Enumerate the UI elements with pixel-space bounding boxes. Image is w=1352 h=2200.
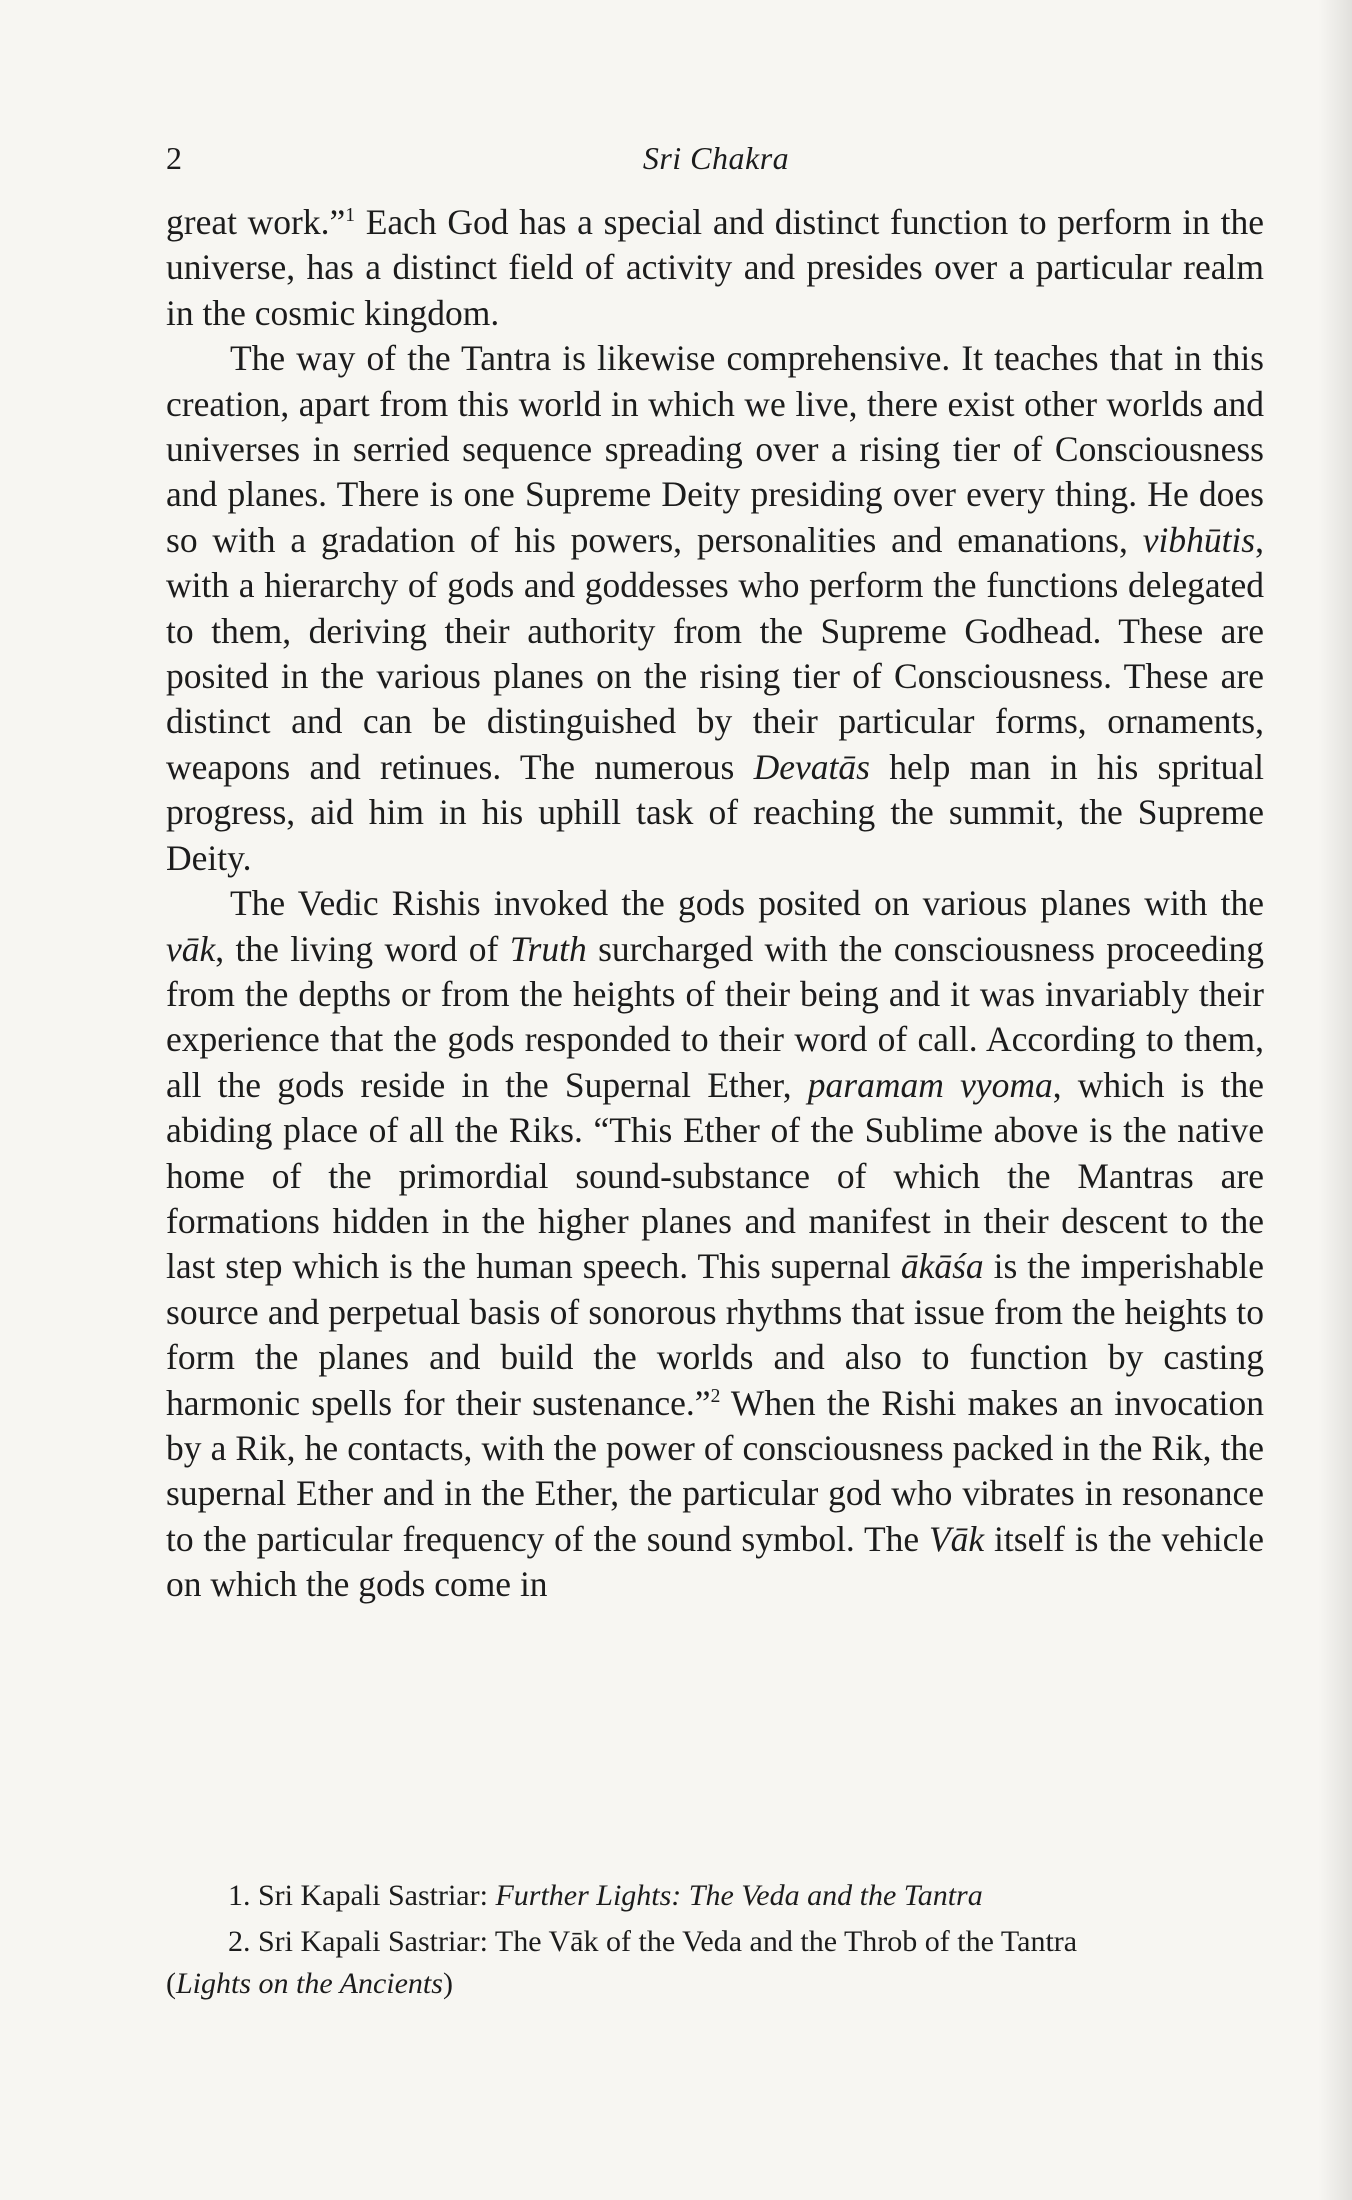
term-paramam-vyoma: paramam vyoma <box>807 1064 1053 1105</box>
paragraph-2: The way of the Tantra is likewise comprehensive. It teaches that in this creation, apart from this world in which we live, there exist other worlds and universes in serried sequence spreading over a rising tier of Consciousness and planes. There is one Supreme Deity presiding over every thing. He does so with a gradation of his powers, personalities and emanations, vibhūtis, with a hierarchy of gods and goddesses who perform the functions delegated to them, deriving their authority from the Supreme Godhead. These are posited in the various planes on the rising tier of Consciousness. These are distinct and can be distinguished by their particular forms, ornaments, weapons and retinues. The numerous Devatās help man in his spritual progress, aid him in his uphill task of reaching the summit, the Supreme Deity. <box>166 338 1265 878</box>
running-head: Sri Chakra <box>642 140 790 176</box>
term-devatas: Devatās <box>753 746 870 787</box>
footnote-ref-1: 1 <box>345 205 355 227</box>
term-vak: vāk <box>166 928 216 969</box>
footnote-2: 2. Sri Kapali Sastriar: The Vāk of the Veda and the Throb of the Tantra (Lights on the Ancients) <box>166 1925 1078 2000</box>
page-header <box>166 140 1266 184</box>
term-vak-2: Vāk <box>929 1518 985 1559</box>
footnote-1: 1. Sri Kapali Sastriar: Further Lights: The Veda and the Tantra <box>228 1879 983 1912</box>
term-vibhutis: vibhūtis <box>1142 519 1256 560</box>
body-text <box>166 200 1264 1608</box>
binding-shadow <box>1318 0 1352 2200</box>
page-number: 2 <box>166 140 182 176</box>
term-akasa: ākāśa <box>900 1246 984 1287</box>
paragraph-1: great work.”$^1$ Each God has a special and distinct function to perform in the universe, has a distinct field of activity and presides over a particular realm in the cosmic kingdom. <box>166 202 1264 333</box>
footnote-ref-2: 2 <box>710 1385 721 1407</box>
paragraph-3: The Vedic Rishis invoked the gods posited on various planes with the vāk, the living word of Truth surcharged with the consciousness proceeding from the depths or from the heights of their being and it was invariably their experience that the gods responded to their word of call. According to them, all the gods reside in the Supernal Ether, paramam vyoma, which is the abiding place of all the Riks. “This Ether of the Sublime above is the native home of the primordial sound-substance of which the Mantras are formations hidden in the higher planes and manifest in their descent to the last step which is the human speech. This supernal ākāśa is the imperishable source and perpetual basis of sonorous rhythms that issue from the heights to form the planes and build the worlds and also to function by casting harmonic spells for their sustenance.”$^2$ When the Rishi makes an invocation by a Rik, he contacts, with the power of consciousness packed in the Rik, the supernal Ether and in the Ether, the particular god who vibrates in resonance to the particular frequency of the sound symbol. The Vāk itself is the vehicle on which the gods come in <box>166 883 1265 1605</box>
footnotes <box>166 1875 1264 2009</box>
term-truth: Truth <box>509 928 587 969</box>
